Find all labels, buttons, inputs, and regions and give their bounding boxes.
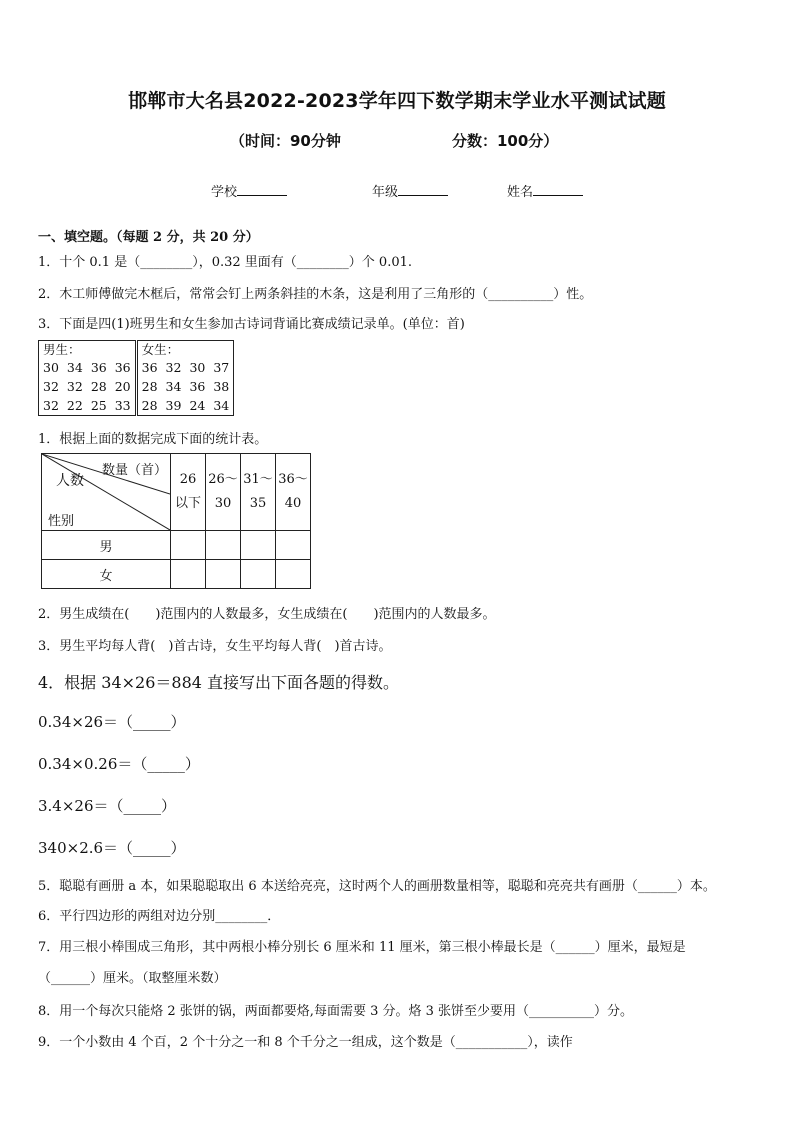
calc-item: 0.34×26＝（_____）: [38, 713, 186, 731]
grade-label: 年级: [372, 185, 399, 200]
stat-blank-cell[interactable]: [206, 531, 241, 560]
stat-col-header: 26 以下: [171, 454, 206, 531]
calc-item: 3.4×26＝（_____）: [38, 797, 177, 815]
diag-people-label: 人数: [56, 473, 84, 489]
calc-item: 340×2.6＝（_____）: [38, 839, 186, 857]
stat-blank-cell[interactable]: [206, 560, 241, 589]
score-cell: 38: [213, 379, 230, 394]
statistics-table: [41, 453, 311, 589]
score-cell: 28: [90, 379, 107, 394]
score-cell: 36: [90, 360, 107, 375]
stat-col-header: 26～ 30: [206, 454, 241, 531]
stat-blank-cell[interactable]: [276, 560, 311, 589]
question-1: 1．十个 0.1 是（________），0.32 里面有（________）个 0.01.: [38, 255, 412, 270]
girls-label: 女生：: [141, 342, 180, 357]
score-cell: 22: [66, 398, 83, 413]
question-7-line-1: 7．用三根小棒围成三角形，其中两根小棒分别长 6 厘米和 11 厘米，第三根小棒最长是（______）厘米，最短是: [38, 940, 686, 955]
diagonal-header-cell: [42, 454, 171, 531]
stat-blank-cell[interactable]: [171, 531, 206, 560]
score-cell: 34: [165, 379, 182, 394]
score-cell: 32: [165, 360, 182, 375]
school-field: [211, 181, 287, 200]
score-cell: 20: [114, 379, 131, 394]
score-cell: 34: [213, 398, 230, 413]
stat-row-label-male: 男: [42, 531, 171, 560]
score-cell: 33: [114, 398, 131, 413]
question-3-1: 1．根据上面的数据完成下面的统计表。: [38, 432, 268, 447]
score-cell: 36: [189, 379, 206, 394]
school-label: 学校: [211, 185, 238, 200]
score-cell: 32: [43, 379, 59, 394]
score-cell: 30: [43, 360, 59, 375]
score-cell: 36: [114, 360, 131, 375]
question-4: 4．根据 34×26＝884 直接写出下面各题的得数。: [38, 673, 400, 692]
score-cell: 36: [141, 360, 158, 375]
question-5: 5．聪聪有画册 a 本，如果聪聪取出 6 本送给亮亮，这时两个人的画册数量相等，聪聪和亮亮共有画册（______）本。: [38, 879, 716, 894]
question-9: 9．一个小数由 4 个百，2 个十分之一和 8 个千分之一组成，这个数是（___________），读作: [38, 1035, 573, 1050]
score-cell: 24: [189, 398, 206, 413]
section-title: 一、填空题。（每题 2 分，共 20 分）: [38, 230, 259, 245]
diag-gender-label: 性别: [48, 514, 75, 529]
question-7-line-2: （______）厘米。（取整厘米数）: [38, 971, 227, 986]
question-8: 8．用一个每次只能烙 2 张饼的锅，两面都要烙,每面需要 3 分。烙 3 张饼至少要用（__________）分。: [38, 1004, 634, 1019]
calc-item: 0.34×0.26＝（_____）: [38, 755, 200, 773]
score-cell: 25: [90, 398, 107, 413]
score-cell: 28: [141, 379, 158, 394]
boys-block: [39, 341, 137, 416]
stat-blank-cell[interactable]: [241, 560, 276, 589]
stat-blank-cell[interactable]: [276, 531, 311, 560]
stat-row-label-female: 女: [42, 560, 171, 589]
question-3-3: 3．男生平均每人背( )首古诗，女生平均每人背( )首古诗。: [38, 639, 392, 654]
girls-block: [136, 341, 234, 416]
page-title: 邯郸市大名县2022-2023学年四下数学期末学业水平测试试题: [128, 90, 666, 112]
stat-blank-cell[interactable]: [171, 560, 206, 589]
stat-blank-cell[interactable]: [241, 531, 276, 560]
score-cell: 30: [189, 360, 206, 375]
score-cell: 32: [66, 379, 83, 394]
exam-score: 分数：100分）: [452, 132, 559, 150]
score-cell: 37: [213, 360, 230, 375]
question-2: 2．木工师傅做完木框后，常常会钉上两条斜挂的木条，这是利用了三角形的（__________）性。: [38, 287, 593, 302]
scores-record-table: [38, 340, 234, 416]
score-cell: 28: [141, 398, 158, 413]
score-cell: 39: [165, 398, 182, 413]
stat-col-header: 31～ 35: [241, 454, 276, 531]
score-cell: 34: [66, 360, 83, 375]
question-3-2: 2．男生成绩在( )范围内的人数最多，女生成绩在( )范围内的人数最多。: [38, 607, 496, 622]
question-3: 3．下面是四(1)班男生和女生参加古诗词背诵比赛成绩记录单。(单位：首): [38, 317, 465, 332]
grade-blank[interactable]: [398, 183, 448, 196]
name-label: 姓名: [507, 185, 534, 200]
score-cell: 32: [43, 398, 59, 413]
diag-count-label: 数量（首）: [102, 463, 168, 478]
exam-time: （时间：90分钟: [230, 132, 341, 150]
grade-field: [372, 181, 448, 200]
name-blank[interactable]: [533, 183, 583, 196]
boys-label: 男生：: [43, 342, 81, 357]
name-field: [507, 181, 583, 200]
stat-col-header: 36～ 40: [276, 454, 311, 531]
question-6: 6．平行四边形的两组对边分别________．: [38, 909, 281, 924]
school-blank[interactable]: [237, 183, 287, 196]
